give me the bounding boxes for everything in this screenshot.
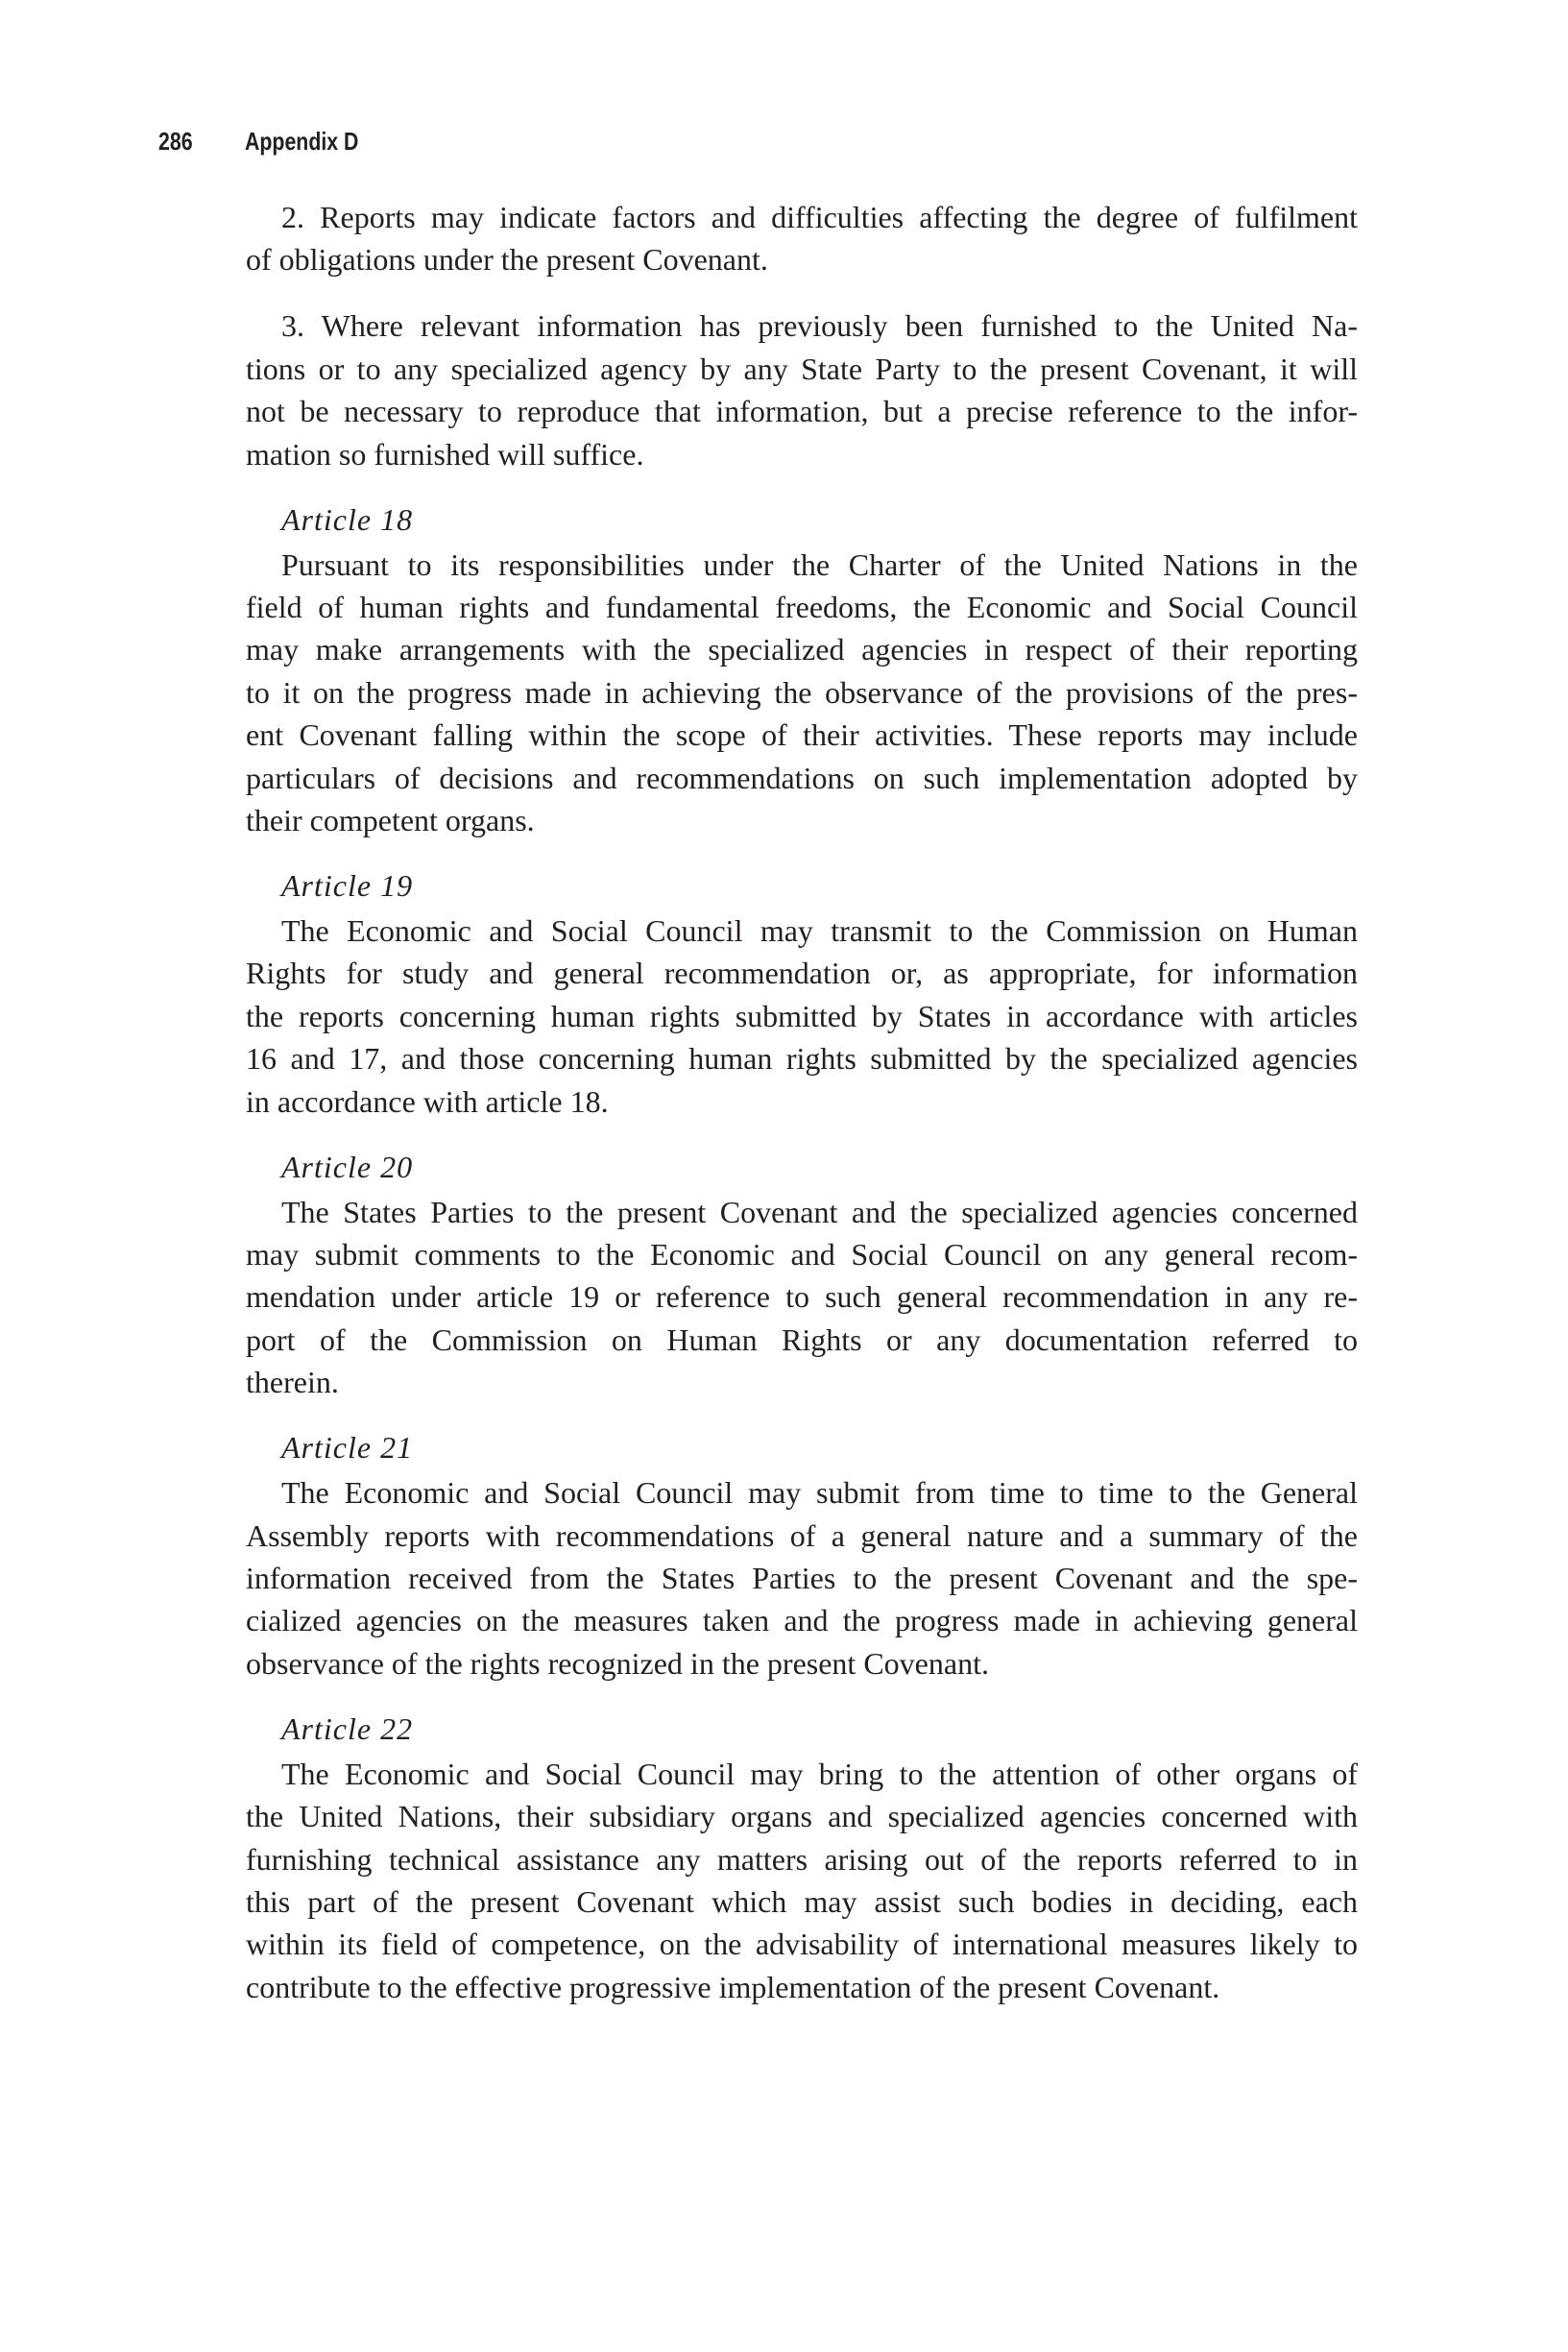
text-line: to it on the progress made in achieving the observance of the provisions of the pres- xyxy=(246,674,1358,710)
text-line: The Economic and Social Council may bring to the attention of other organs of xyxy=(281,1756,1358,1791)
text-line: 2. Reports may indicate factors and difficulties affecting the degree of fulfilment xyxy=(281,200,1358,234)
text-line: information received from the States Parties to the present Covenant and the spe- xyxy=(246,1561,1358,1595)
text-line: port of the Commission on Human Rights or any documentation referred to xyxy=(246,1321,1358,1357)
text-line: particulars of decisions and recommendations on such implementation adopted by xyxy=(246,760,1358,795)
text-line: ent Covenant falling within the scope of their activities. These reports may include xyxy=(246,717,1358,753)
text-line: Assembly reports with recommendations of a general nature and a summary of the xyxy=(246,1517,1358,1553)
text-line: of obligations under the present Covenant. xyxy=(246,242,768,278)
text-line: The Economic and Social Council may transmit to the Commission on Human xyxy=(281,913,1358,948)
text-line: field of human rights and fundamental freedoms, the Economic and Social Council xyxy=(246,590,1358,624)
text-line: The Economic and Social Council may submit from time to time to the General xyxy=(281,1475,1358,1511)
article-heading: Article 19 xyxy=(281,868,414,903)
text-line: contribute to the effective progressive implementation of the present Covenant. xyxy=(246,1969,1220,2004)
text-line: this part of the present Covenant which may assist such bodies in deciding, each xyxy=(246,1884,1358,1919)
article-heading: Article 20 xyxy=(281,1149,414,1184)
text-line: mation so furnished will suffice. xyxy=(246,436,644,472)
text-line: observance of the rights recognized in the present Covenant. xyxy=(246,1645,989,1681)
text-line: within its field of competence, on the advisability of international measures likely to xyxy=(246,1927,1358,1962)
text-line: furnishing technical assistance any matters arising out of the reports referred to in xyxy=(246,1841,1358,1877)
running-head-title: Appendix D xyxy=(245,127,359,156)
text-line: mendation under article 19 or reference to such general recommendation in any re- xyxy=(246,1279,1358,1315)
page-number: 286 xyxy=(158,127,193,156)
text-line: may submit comments to the Economic and Social Council on any general recom- xyxy=(246,1237,1358,1272)
text-line: cialized agencies on the measures taken and the progress made in achieving general xyxy=(246,1603,1358,1638)
article-heading: Article 18 xyxy=(281,501,414,537)
text-line: tions or to any specialized agency by any State Party to the present Covenant, it will xyxy=(246,351,1358,386)
article-heading: Article 22 xyxy=(281,1710,414,1746)
text-line: Rights for study and general recommendation or, as appropriate, for information xyxy=(246,956,1358,991)
article-heading: Article 21 xyxy=(281,1430,414,1466)
text-line: the reports concerning human rights submitted by States in accordance with articles xyxy=(246,998,1358,1033)
text-line: The States Parties to the present Covenant and the specialized agencies concerned xyxy=(281,1194,1358,1229)
text-line: Pursuant to its responsibilities under the Charter of the United Nations in the xyxy=(281,546,1358,582)
text-line: not be necessary to reproduce that information, but a precise reference to the infor- xyxy=(246,394,1358,429)
text-line: the United Nations, their subsidiary organs and specialized agencies concerned with xyxy=(246,1799,1358,1834)
text-line: their competent organs. xyxy=(246,803,535,837)
text-line: in accordance with article 18. xyxy=(246,1083,609,1119)
text-line: may make arrangements with the specialized agencies in respect of their reporting xyxy=(246,632,1358,667)
text-line: 16 and 17, and those concerning human rights submitted by the specialized agencies xyxy=(246,1041,1358,1077)
text-line: therein. xyxy=(246,1365,339,1400)
text-line: 3. Where relevant information has previously been furnished to the United Na- xyxy=(281,308,1358,344)
